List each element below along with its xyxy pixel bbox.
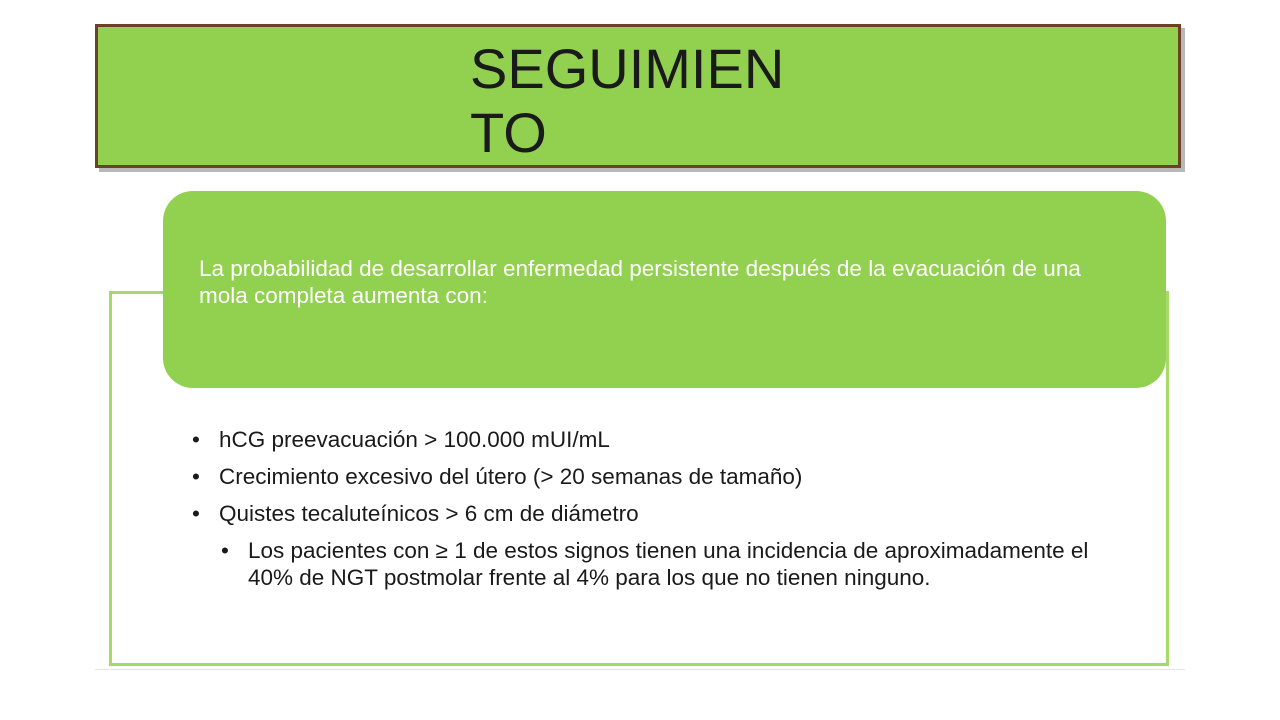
list-item	[190, 500, 1090, 527]
slide-title	[470, 37, 830, 165]
sub-list-item-text: Los pacientes con ≥ 1 de estos signos tienen una incidencia de aproximadamente el 40% de NGT postmolar frente al 4% para los que no tienen ninguno.	[248, 538, 1089, 590]
bullet-icon: •	[221, 538, 229, 563]
bullet-icon: •	[192, 501, 200, 526]
slide-title-line-1: SEGUIMIEN	[470, 37, 785, 100]
title-banner	[95, 24, 1181, 168]
callout-text: La probabilidad de desarrollar enfermedad persistente después de la evacuación de una mola completa aumenta con:	[199, 256, 1081, 308]
list-item	[190, 463, 1090, 490]
list-item-text: Quistes tecaluteínicos > 6 cm de diámetro	[219, 501, 639, 526]
bullet-icon: •	[192, 427, 200, 452]
list-item	[190, 426, 1090, 453]
sub-list-item	[219, 537, 1090, 591]
bullet-icon: •	[192, 464, 200, 489]
list-item-text: Crecimiento excesivo del útero (> 20 semanas de tamaño)	[219, 464, 803, 489]
bullet-list	[190, 426, 1090, 601]
bottom-divider	[95, 669, 1185, 670]
list-item-text: hCG preevacuación > 100.000 mUI/mL	[219, 427, 610, 452]
callout-box	[163, 191, 1166, 388]
slide-title-line-2: TO	[470, 101, 547, 164]
